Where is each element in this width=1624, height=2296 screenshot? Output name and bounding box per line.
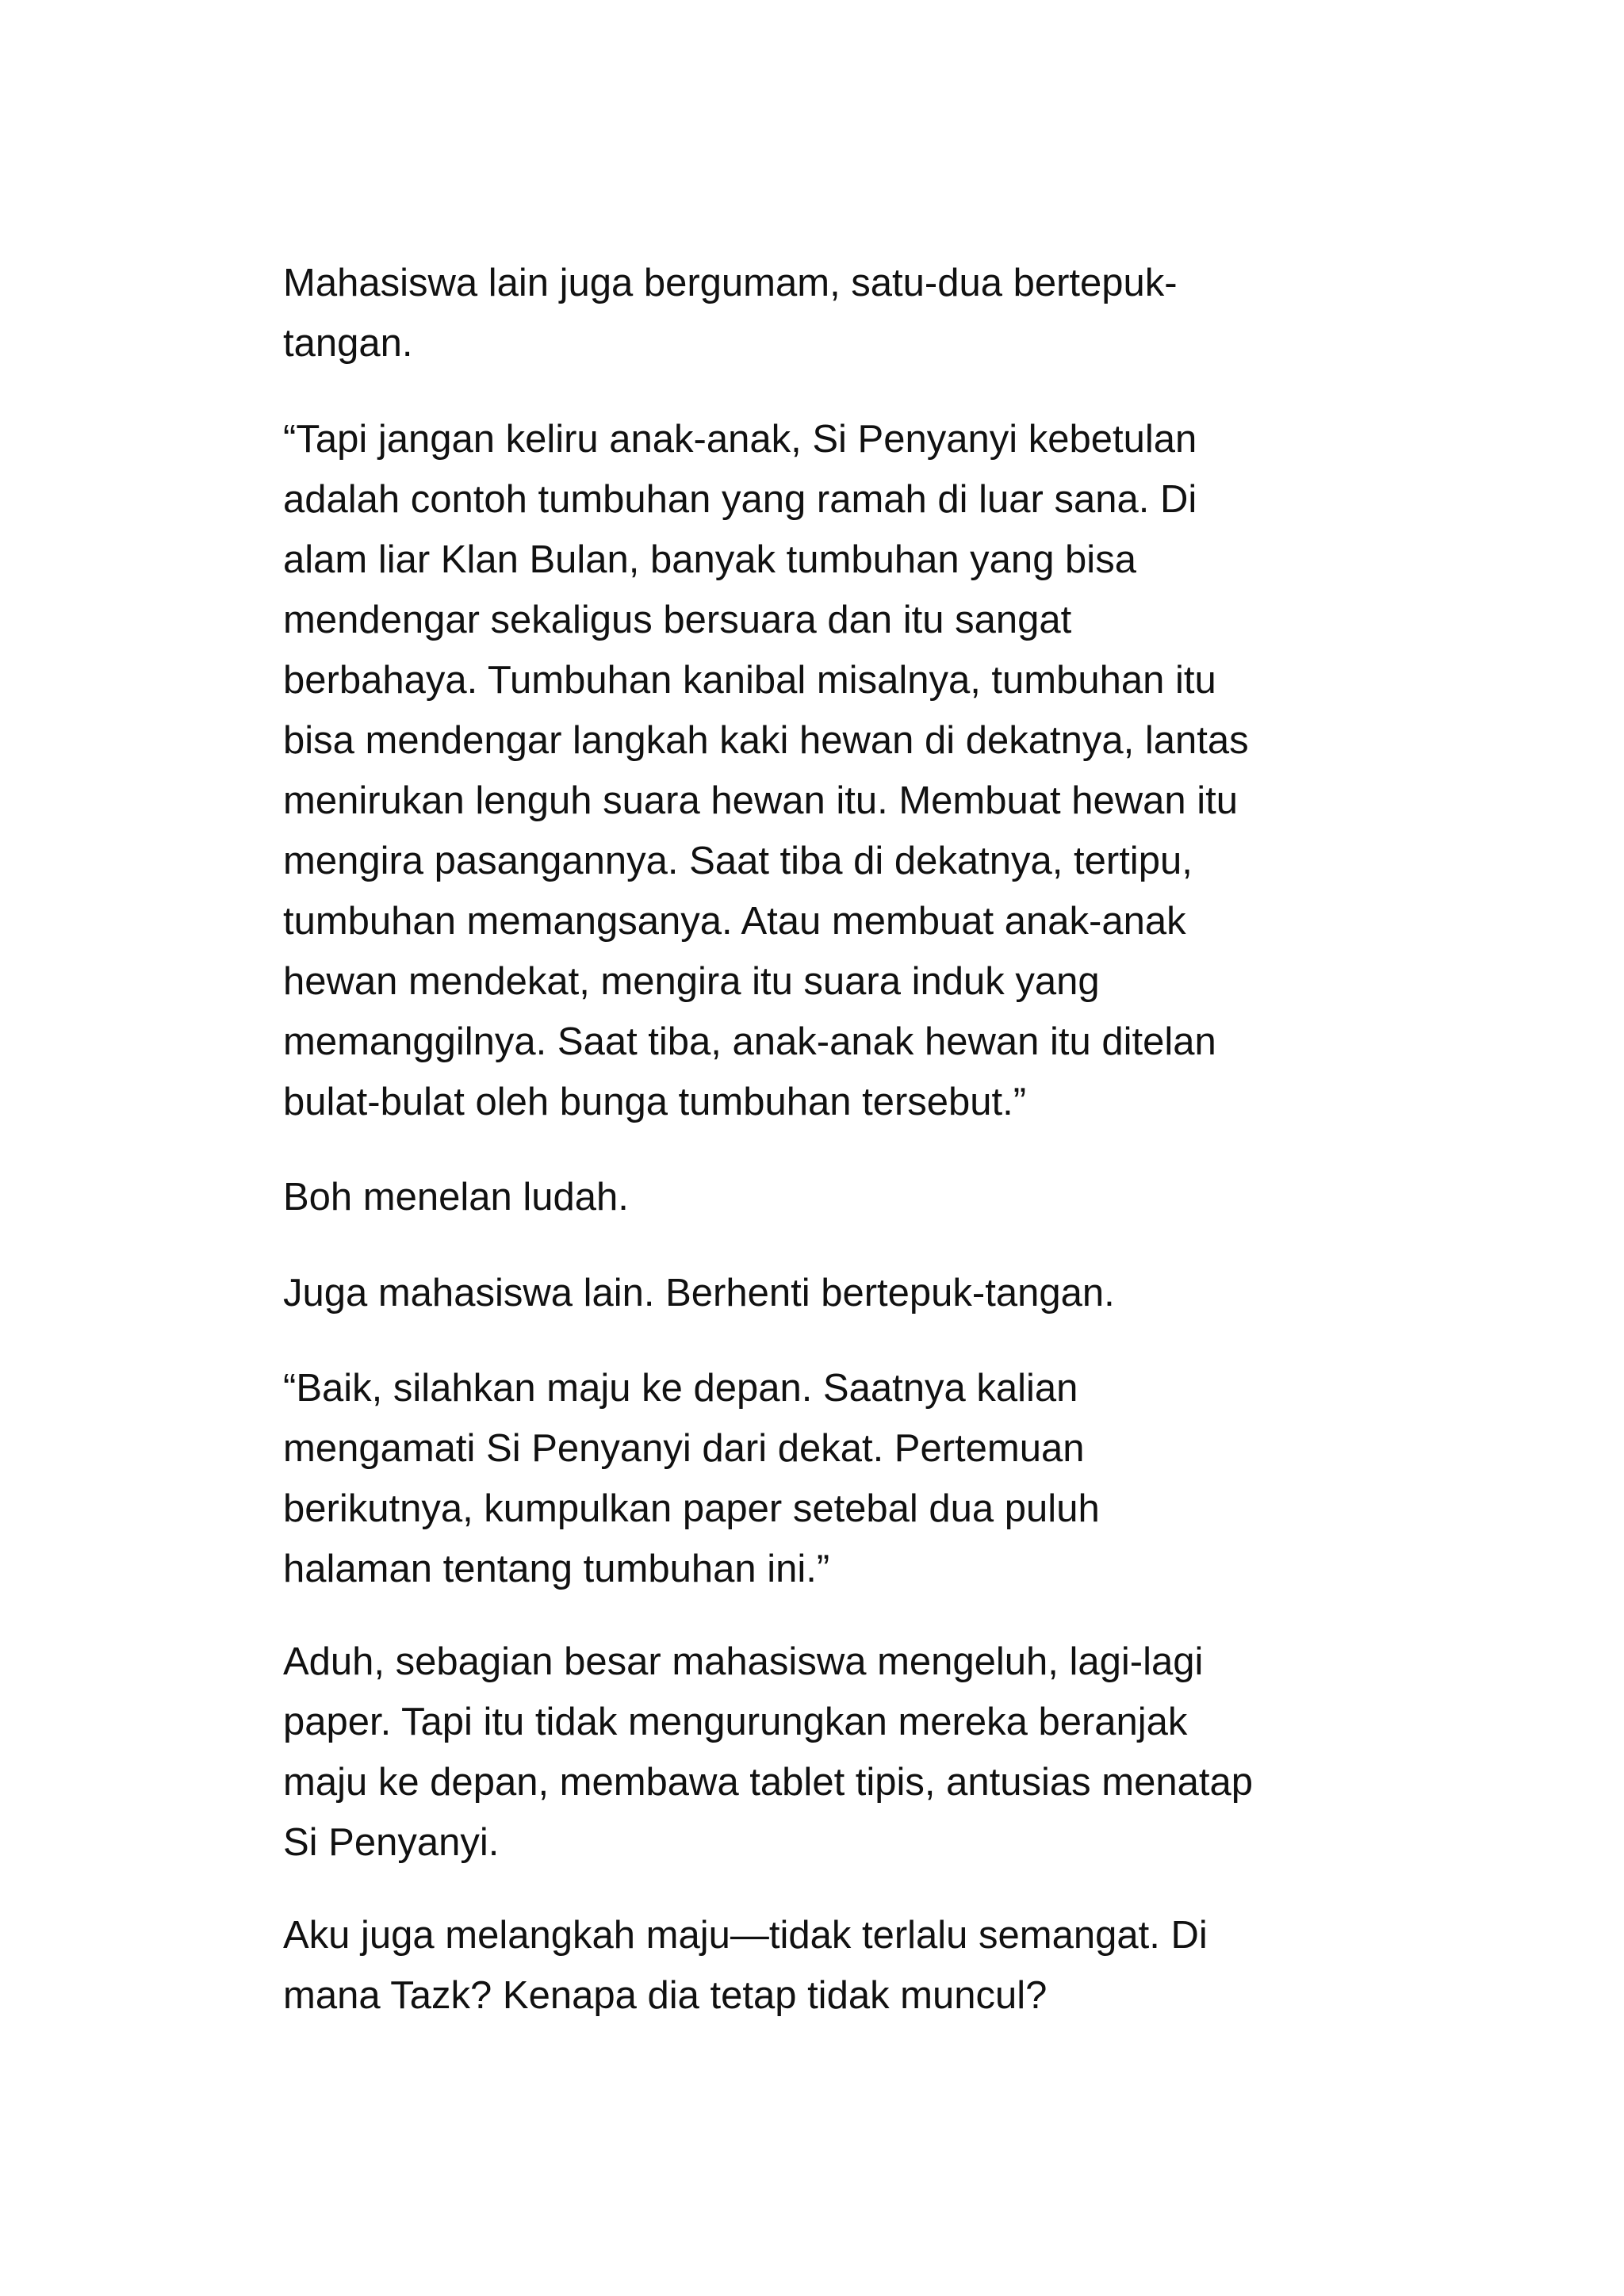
text-line: Si Penyanyi. (283, 1821, 500, 1864)
text-line: bisa mendengar langkah kaki hewan di dekatnya, lantas (283, 719, 1249, 762)
paragraph-4 (283, 1263, 1377, 1323)
paragraph-7 (283, 1905, 1377, 2026)
text-line: “Baik, silahkan maju ke depan. Saatnya kalian (283, 1367, 1078, 1410)
text-line: Aku juga melangkah maju—tidak terlalu semangat. Di (283, 1914, 1208, 1957)
text-line: Juga mahasiswa lain. Berhenti bertepuk-tangan. (283, 1272, 1115, 1314)
text-line: bulat-bulat oleh bunga tumbuhan tersebut.” (283, 1081, 1027, 1123)
paragraph-1 (283, 253, 1377, 373)
text-line: Mahasiswa lain juga bergumam, satu-dua bertepuk- (283, 262, 1178, 304)
paragraph-5 (283, 1358, 1377, 1599)
paragraph-6 (283, 1632, 1377, 1873)
text-line: maju ke depan, membawa tablet tipis, antusias menatap (283, 1761, 1253, 1804)
text-line: Boh menelan ludah. (283, 1176, 629, 1219)
text-line: tangan. (283, 322, 413, 365)
text-line: tumbuhan memangsanya. Atau membuat anak-anak (283, 900, 1186, 943)
text-line: memanggilnya. Saat tiba, anak-anak hewan itu ditelan (283, 1020, 1216, 1063)
paragraph-2 (283, 409, 1377, 1132)
text-line: alam liar Klan Bulan, banyak tumbuhan yang bisa (283, 538, 1136, 581)
text-line: mengira pasangannya. Saat tiba di dekatnya, tertipu, (283, 840, 1193, 882)
text-line: menirukan lenguh suara hewan itu. Membuat hewan itu (283, 779, 1238, 822)
text-line: Aduh, sebagian besar mahasiswa mengeluh, lagi-lagi (283, 1640, 1204, 1683)
text-line: “Tapi jangan keliru anak-anak, Si Penyanyi kebetulan (283, 418, 1197, 461)
text-line: berbahaya. Tumbuhan kanibal misalnya, tumbuhan itu (283, 659, 1216, 702)
text-line: mana Tazk? Kenapa dia tetap tidak muncul? (283, 1974, 1048, 2017)
text-line: hewan mendekat, mengira itu suara induk yang (283, 960, 1100, 1003)
text-line: berikutnya, kumpulkan paper setebal dua puluh (283, 1487, 1100, 1530)
text-line: paper. Tapi itu tidak mengurungkan mereka beranjak (283, 1701, 1188, 1743)
text-line: mengamati Si Penyanyi dari dekat. Pertemuan (283, 1427, 1085, 1470)
text-line: adalah contoh tumbuhan yang ramah di luar sana. Di (283, 478, 1197, 521)
text-line: mendengar sekaligus bersuara dan itu sangat (283, 599, 1072, 641)
paragraph-3 (283, 1167, 1377, 1227)
text-line: halaman tentang tumbuhan ini.” (283, 1548, 830, 1590)
